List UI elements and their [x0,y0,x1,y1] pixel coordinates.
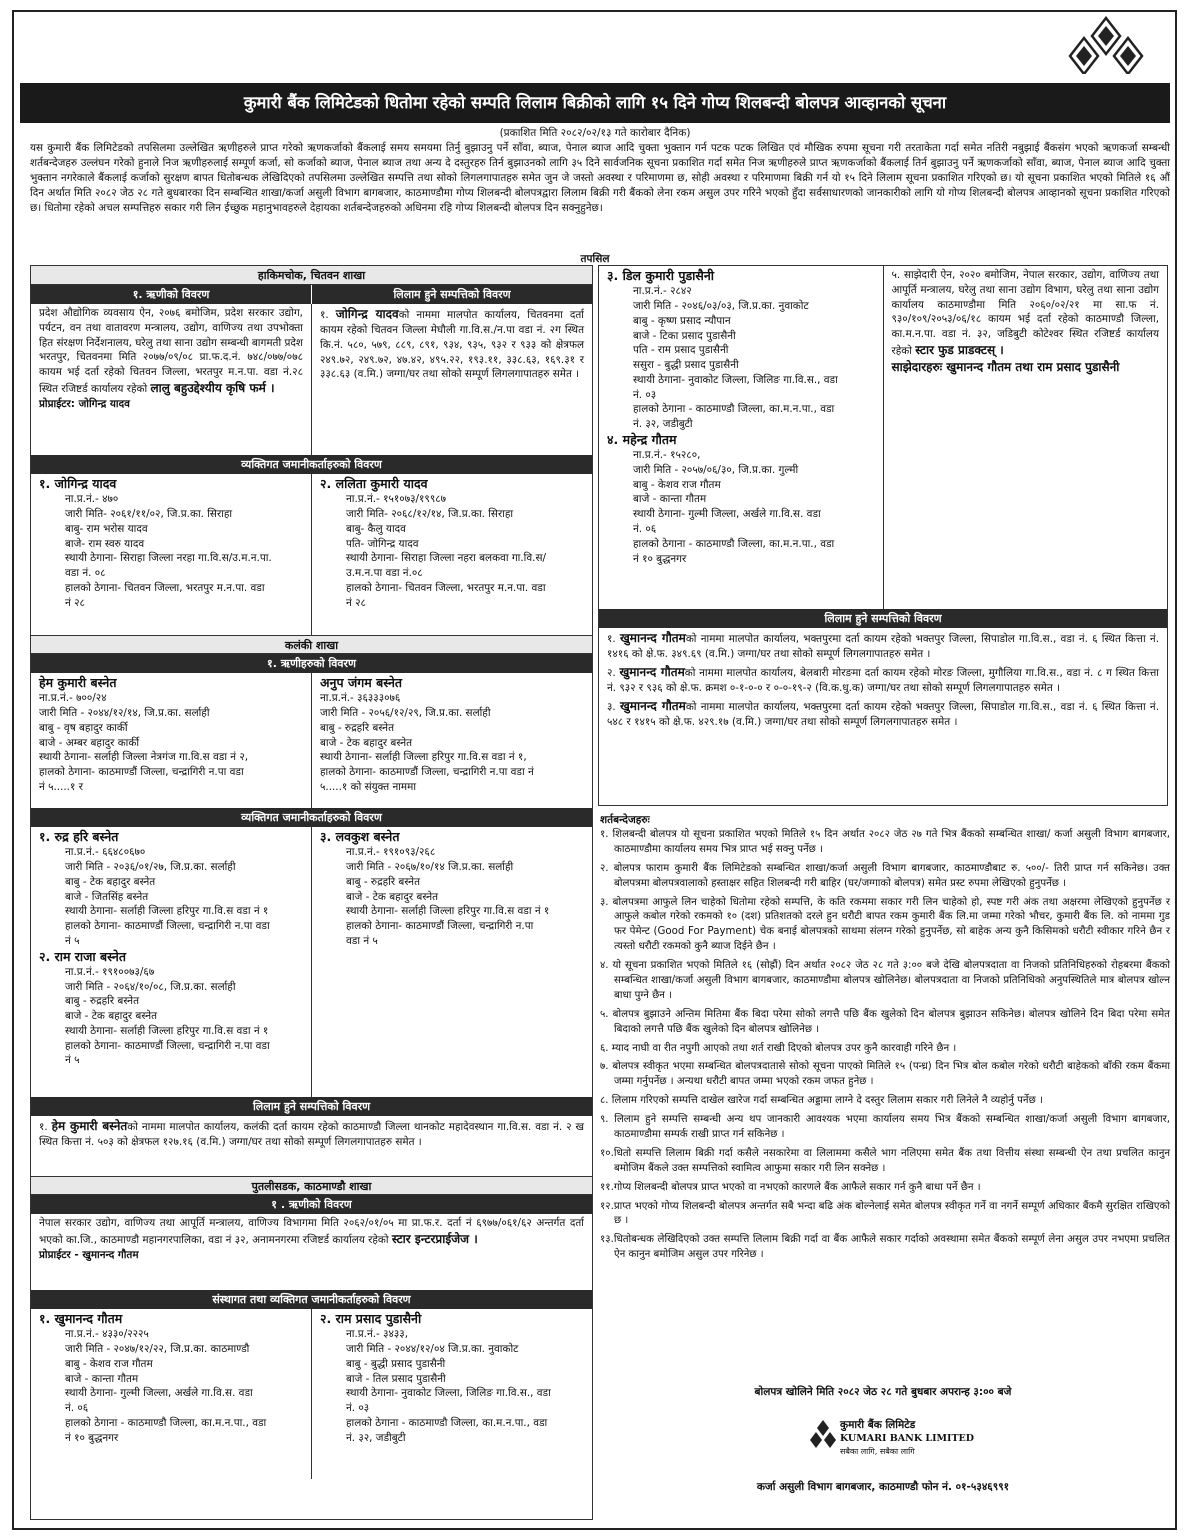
department-contact: कर्जा असुली विभाग बागबजार, काठमाण्डौ फोन नं. ०१-५३४६९९१ [756,1481,1010,1493]
section-heading: १ . ऋणीको विवरण [31,1195,592,1214]
term-item: ७. बोलपत्र स्वीकृत भएमा सम्बन्धित बोलपत्रदातासे सोको सूचना पाएको मितिले १५ (पन्ध्र) दिन भित्र बोल कबोल गरेको धरौटी बाहेकको बाँकी रकम बैंकमा जम्मा गर्नुपर्नेछ । अन्यथा धरौटी बापत जम्मा भएको रकम जफत हुनेछ । [600,1061,1170,1088]
section-heading: १. ऋणीको विवरण [31,285,311,304]
detail-line: ५.....१ को संयुक्त नाममा [320,780,417,793]
partnership-column [883,266,1168,609]
right-schedule-panel [598,265,1168,806]
detail-line: बाबु- कैलु यादव [346,522,406,535]
detail-line: बाबु - केशव राज गौतम [633,478,721,491]
property-item [607,698,1159,730]
guarantor-name: २. राम राजा बस्नेत [39,948,126,964]
proprietor: प्रोप्राईटर: जोगिन्द्र यादव [39,397,130,410]
guarantor-details [320,492,584,610]
notice-title-banner: कुमारी बैंक लिमिटेडको धितोमा रहेको सम्पति लिलाम बिक्रीको लागि १५ दिने गोप्य शिलबन्दी बोलपत्र आव्हानको सूचना [20,83,1170,123]
bank-logo-icon [808,1418,838,1458]
detail-line: हालको ठेगाना- काठमाण्डौं जिल्ला, चन्द्रागिरी न.पा वडा [39,766,244,779]
borrower-details [320,691,584,794]
term-item: ६. म्याद नाघी वा रीत नपुगी आएको तथा शर्त राखी दिएको बोलपत्र उपर कुनै कारवाही गरिने छैन । [600,1042,957,1054]
term-item: ५. बोलपत्र बुझाउने अन्तिम मितिमा बैंक बिदा परेमा सोको लगत्तै पछि बैंक खुलेको दिन बोलपत्र बुझाउन सकिनेछ। बोलपत्र खोलिने दिन बिदा परेमा समेत बिदाको लगत्तै पछि बैंक खुलेको दिन बोलपत्र खोलिनेछ । [600,1008,1170,1035]
guarantor-details [320,1327,584,1445]
detail-line: जारी मिति - २०४७/१२/२२, जि.प्र.का. काठमाण्डौ [65,1343,250,1356]
detail-line: हालको ठेगाना - काठमाण्डौ जिल्ला, का.म.न.पा., वडा [346,1416,548,1429]
borrower-description: नेपाल सरकार उद्योग, वाणिज्य तथा आपूर्ति मन्त्रालय, वाणिज्य विभागमा मिति २०६२/०१/०५ मा प्रा.फ.र. दर्ता नं ६९७७/०६१/६२ अन्तर्गत दर्ता भएको का.जि., काठमाण्डौ महानगरपालिका, वडा नं ३२, अनामनगरमा रजिष्टर्ड कार्यालय रहेको [39,1217,584,1246]
guarantor-name: १. जोगिन्द्र यादव [39,476,117,491]
detail-line: वडा नं ५ [346,934,378,947]
detail-line: नं २८ [346,596,366,609]
detail-line: हालको ठेगाना- काठमाण्डौं जिल्ला, चन्द्रागिरी न.पा वडा नं [320,766,534,779]
detail-line: हालको ठेगाना - काठमाण्डौ जिल्ला, का.म.न.पा., वडा [65,1416,267,1429]
left-schedule-panel [30,265,593,1520]
property-number: ३. [607,700,616,713]
property-description: को नाममा मालपोत कार्यालय, भक्तपुरमा दर्ता कायम रहेको भक्तपुर जिल्ला, सिपाडोल गा.वि.स., वडा नं. ६ स्थित कित्ता नं. १४१६ को क्षे.फ. ३४९.६९ (व.मि.) जग्गा/घर तथा सोको सम्पूर्ण लिगलगापातहरु समेत । [607,633,1159,661]
detail-line: ना.प्र.नं.- १९१००७३/६७ [65,965,155,978]
guarantor-name: ३. लवकुश बस्नेत [320,829,400,844]
detail-line: ना.प्र.नं.- ३४३३, [346,1328,409,1341]
detail-line: स्थायी ठेगाना- सिराहा जिल्ला नरहा गा.वि.स/उ.म.न.पा. [65,552,272,565]
detail-line: हालको ठेगाना- चितवन जिल्ला, भरतपुर म.न.पा. वडा [346,581,546,594]
guarantor-column [311,827,592,1097]
property-number: १. [320,309,329,321]
terms-list [600,828,1170,1267]
detail-line: नं २८ [65,596,85,609]
firm-name: लालु बहुउद्देश्यीय कृषि फर्म । [150,380,275,395]
detail-line: स्थायी ठेगाना- नुवाकोट जिल्ला, जिलिङ गा.वि.स., वडा [633,373,838,386]
detail-line: नं. ०३ [346,1402,370,1415]
detail-line: बाजे - कान्ता गौतम [633,493,707,506]
detail-line: स्थायी ठेगाना- सर्लाही जिल्ला हरिपुर गा.वि.स वडा नं १ [65,1024,269,1037]
guarantor-details [607,448,875,566]
property-description: को नाममा मालपोत कार्यालय, भक्तपुरमा दर्ता कायम रहेको भक्तपुर जिल्ला, सिपाडोल गा.वि.स., वडा नं. ६ स्थित कित्ता नं. ५४८ र १४१५ को क्षे.फ. ४२९.१७ (व.मि.) जग्गा/घर तथा सोको सम्पूर्ण लिगलगापातहरु समेत । [607,700,1159,728]
detail-line: बाजे - टेक बहादुर बस्नेत [65,1010,158,1023]
property-item [607,630,1159,662]
property-item [607,664,1159,696]
property-number: १. [39,1121,48,1133]
term-item: १३.धितोबन्धक लेखिदिएको उक्त सम्पत्ति लिलाम बिक्री गर्दा वा बैंक आफैले सकार गर्दाको अवस्थामा समेत बैंकको सम्पूर्ण लेना असुल उपर नभएमा प्रचलित ऐन कानुन बमोजिम असुल उपर गरिनेछ । [600,1234,1170,1261]
detail-line: जारी मिति - २०३६/०१/२७, जि.प्र.का. सर्लाही [65,861,236,874]
detail-line: पति - राम प्रसाद पुडासैनी [633,344,729,357]
detail-line: स्थायी ठेगाना- सर्लाही जिल्ला नेत्रगंज गा.वि.स वडा नं २, [39,751,249,764]
detail-line: स्थायी ठेगाना- नुवाकोट जिल्ला, जिलिङ गा.वि.स., वडा [346,1387,551,1400]
term-item: १. शिलबन्दी बोलपत्र यो सूचना प्रकाशित भएको मितिले १५ दिन अर्थात २०८२ जेठ २७ गते भित्र बैंकको सम्बन्धित शाखा/ कर्जा असुली विभाग बागबजार, काठमाण्डौमा कार्यालय समय भित्र प्राप्त भई सक्नु पर्नेछ । [600,829,1170,855]
property-description: को नाममा मालपोत कार्यालय, बेलबारी मोरङमा दर्ता कायम रहेको मोरङ जिल्ला, मुगौलिया गा.वि.स., वडा नं. ८ ग स्थित कित्ता नं. ९३२ र ९३६ को क्षे.फ. क्रमश ०-१-०-० र ०-०-१९-२ (वि.क.धु.क) जग्गा/घर तथा सोको सम्पूर्ण लिगलगापातहरु समेत । [607,666,1159,694]
borrower-block [31,1214,592,1290]
detail-line: जारी मिति - २०४४/१२/१४, जि.प्र.का. सर्लाही [39,707,210,720]
detail-line: बाबु - बुद्धी प्रसाद पुडासैनी [346,1357,446,1370]
detail-line: हालको ठेगाना - काठमाण्डौ जिल्ला, का.म.न.पा., वडा [633,403,835,416]
guarantor-details [320,845,584,948]
borrower-details [39,691,303,794]
section-heading: व्यक्तिगत जमानीकर्ताहरुको विवरण [31,808,592,827]
detail-line: स्थायी ठेगाना- सर्लाही जिल्ला हरिपुर गा.वि.स वडा नं १ [65,905,269,918]
detail-line: बाजे - टेक बहादुर बस्नेत [346,890,439,903]
detail-line: नं ५.....१ र [39,780,83,793]
detail-line: नं. ०३ [633,388,657,401]
detail-line: नं. ३२, जडीबुटी [633,418,693,431]
guarantor-details [39,965,303,1068]
property-block [31,1116,592,1176]
detail-line: हालको ठेगाना- काठमाण्डौं जिल्ला, चन्द्रागिरी न.पा [346,920,534,933]
detail-line: ससुरा - बुद्धी प्रसाद पुडासैनी [633,359,739,372]
detail-line: जारी मिति - २०४४/१२/०४ जि.प्र.का. नुवाकोट [346,1343,519,1356]
branch-heading: पुतलीसडक, काठमाण्डौ शाखा [31,1176,592,1195]
detail-line: स्थायी ठेगाना- गुल्मी जिल्ला, अर्खले गा.वि.स. वडा [633,508,821,521]
term-item: ८. लिलाम गरिएको सम्पत्ति दाखेल खारेज गर्दा सम्बन्धित अड्डामा लाग्ने दे दस्तुर लिलाम सकार गरी लिनेले नै व्यहोर्नु पर्नेछ । [600,1095,1043,1107]
detail-line: बाजे - अम्बर बहादुर कार्की [39,736,140,749]
branch-heading: कलंकी शाखा [31,635,592,654]
detail-line: पति- जोगिन्द्र यादव [346,537,419,550]
guarantor-column [31,827,311,1097]
guarantor-name: २. ललिता कुमारी यादव [320,476,428,491]
detail-line: हालको ठेगाना- काठमाण्डौं जिल्ला, चन्द्रागिरी न.पा वडा [65,920,270,933]
detail-line: बाबु- राम भरोस यादव [65,522,148,535]
detail-line: स्थायी ठेगाना- सर्लाही जिल्ला हरिपुर गा.वि.स वडा नं १, [320,751,527,764]
property-description: को नाममा मालपोत कार्यालय, कलंकी दर्ता कायम रहेको काठमाण्डौ जिल्ला थानकोट महादेवस्थान गा.वि.स. वडा नं. २ ख स्थित कित्ता नं. ५०३ को क्षेत्रफल १२७.१६ (व.मि.) जग्गा/घर तथा सोको सम्पूर्ण लिगलगापातहरु समेत । [39,1121,584,1149]
partners: साझेदारहरुः खुमानन्द गौतम तथा राम प्रसाद पुडासैनी [891,359,1120,374]
detail-line: वडा नं. ०८ [65,567,106,580]
guarantor-card [311,1309,592,1479]
detail-line: ना.प्र.नं.- १५२८०, [633,449,701,462]
guarantor-card [31,1309,311,1479]
borrower-description: प्रदेश औद्योगिक व्यवसाय ऐन, २०७६ बमोजिम, प्रदेश सरकार उद्योग, पर्यटन, वन तथा वातावरण मन्त्रालय, उद्योग, वाणिज्य तथा उपभोक्ता हित संरक्षण निर्देशनालय, घरेलु तथा साना उद्योग सम्बन्धी बागमती प्रदेश भरतपुर, चितवनमा मिति २०७७/०९/०८ प्रा.फ.द.नं. ७४८/०७७/०७८ कायम भई दर्ता रहेको चितवन जिल्ला, भरतपुर म.न.पा. वडा नं.२८ स्थित रजिष्टर्ड कार्यालय रहेको [39,307,303,395]
detail-line: बाबु - केशव राज गौतम [65,1357,153,1370]
borrower-name: अनुप जंगम बस्नेत [320,675,403,690]
detail-line: ना.प्र.नं.- ३६३३३०७६ [320,692,401,705]
detail-line: हालको ठेगाना- चितवन जिल्ला, भरतपुर म.न.पा. वडा [65,581,265,594]
detail-line: स्थायी ठेगाना- सिराहा जिल्ला नहरा बलकवा गा.वि.स/ [346,552,546,565]
detail-line: नं. ०६ [633,522,657,535]
detail-line: बाबु - रुद्रहरि बस्नेत [346,875,420,888]
published-date: (प्रकाशित मिति २०८२/०२/१३ गते कारोबार दैनिक) [499,127,691,139]
detail-line: नं ५ [65,1054,80,1067]
detail-line: स्थायी ठेगाना- सर्लाही जिल्ला हरिपुर गा.वि.स वडा नं १ [346,905,550,918]
guarantor-name: २. राम प्रसाद पुडासैनी [320,1311,422,1326]
property-owner: हेम कुमारी बस्नेत [51,1119,128,1133]
section-heading: १. ऋणीहरुको विवरण [31,654,592,673]
section-heading: लिलाम हुने सम्पत्तिको विवरण [599,609,1167,628]
property-number: १. [607,633,616,645]
property-description: को नाममा मालपोत कार्यालय, चितवनमा दर्ता कायम रहेको चितवन जिल्ला मेघौली गा.वि.स./न.पा वडा नं. २ग स्थित कि.नं. ५८०, ५७९, ८८९, ८९१, ९३४, ९३५, ९३२ र ९३३ को क्षेत्रफल २४९.७२, २४९.७२, ४७.४२, ४९५.२२, १९३.११, ३३८.६३, १६९.३१ र ३३८.६३ (व.मि.) जग्गा/घर तथा सोको सम्पूर्ण लिगलगापातहरु समेत । [320,309,584,381]
diamond-logo-icon [1056,16,1156,74]
intro-paragraph: यस कुमारी बैंक लिमिटेडको तपसिलमा उल्लेखित ऋणीहरुले प्राप्त गरेको ऋणकर्जाको बैंकलाई समय समयमा तिर्नु बुझाउनु पर्ने साँवा, ब्याज, पेनाल ब्याज आदि चुक्ता भुक्तान गर्न पटक पटक लिखित एवं मौखिक रुपमा सूचना गरी तरताकेता गर्दा समेत नतिरी नबुझाई बैंकसंग भएको ऋणकर्जा सम्बन्धी शर्तबन्देजहरु उल्लंघन गरेको हुनाले निज ऋणीहरुलाई सम्पूर्ण कर्जा, सो कर्जाको ब्याज, पेनाल ब्याज तथा अन्य दे दस्तुरहरु तिर्न बुझाउनको लागि ३५ दिने सार्वजनिक सूचना प्रकाशित गर्दा समेत निज ऋणीहरुले प्राप्त ऋणकर्जाको बैंकलाई तिर्न बुझाउनु पर्ने ऋणकर्जाको साँवा, ब्याज, पेनाल ब्याज आदि चुक्ता भुक्तान नगरेकाले बैंकलाई कर्जाको सुरक्षण बापत धितोबन्धक लेखिदिएको तपसिलमा उल्लेखित सम्पत्ति तथा सोको लिगलगापातहरु समेत जुन जे जस्तो अवस्था र परिमाणमा छ, सोही अवस्था र परिमाणमा बिक्री गर्न यो १५ दिने लिलाम सूचना प्रकाशित गरिएको छ। यो सूचना प्रकाशित भएको मितिले १६ औं दिन अर्थात मिति २०८२ जेठ २८ गते बुधबारका दिन सम्बन्धित शाखा/कर्जा असुली विभाग बागबजार, काठमाण्डौमा गोप्य शिलबन्दी बोलपत्रद्वारा लिलाम बिक्री गरी बैंकको लेना रकम असुल उपर गरिने भएको हुँदा सर्वसाधारणको जानकारीको लागि यो गोप्य शिलबन्दी बोलपत्र आव्हानको सूचना प्रकाशित गरिएको छ। धितोमा रहेको अचल सम्पत्तिहरु सकार गरी लिन ईच्छुक महानुभावहरुले देहायका शर्तबन्देजहरुको अधिनमा रहि गोप्य शिलबन्दी बोलपत्र दिन सक्नुहुनेछ। [30,142,1170,214]
firm-name: स्टार इन्टरप्राईजेज । [391,1231,478,1246]
borrower-name: हेम कुमारी बस्नेत [39,675,117,690]
detail-line: ना.प्र.नं.- ४७० [65,493,119,506]
detail-line: जारी मिति - २०४६/०३/०३, जि.प्र.का. नुवाकोट [633,300,809,313]
terms-heading: शर्तबन्देजहरुः [600,814,650,826]
borrower-card [311,673,592,808]
detail-line: ना.प्र.नं.- २८४२ [633,285,692,298]
guarantor-details [607,284,875,432]
section-heading: व्यक्तिगत जमानीकर्ताहरुको विवरण [31,455,592,474]
detail-line: हालको ठेगाना- काठमाण्डौं जिल्ला, चन्द्रागिरी न.पा वडा [65,1039,270,1052]
detail-line: जारी मिति - २०६४/१०/०८, जि.प्र.का. सर्लाही [65,980,236,993]
borrower-card [31,673,311,808]
detail-line: ना.प्र.नं.- १५१०७३/१९९८७ [346,493,447,506]
guarantor-name: १. खुमानन्द गौतम [39,1311,123,1326]
property-owner: खुमानन्द गौतम [619,664,685,679]
detail-line: नं १० बुद्धनगर [65,1431,119,1444]
detail-line: जारी मिति - २०६७/१०/१४ जि.प्र.का. सर्लाही [346,861,514,874]
guarantor-details [39,1327,303,1445]
detail-line: ना.प्र.नं.- ४३३०/२२२५ [65,1328,149,1341]
property-owner: खुमानन्द गौतम [619,631,686,645]
guarantor-details [39,492,303,610]
section-heading: संस्थागत तथा व्यक्तिगत जमानीकर्ताहरुको विवरण [31,1290,592,1309]
term-item: १०.धितो सम्पत्ति लिलाम बिक्री गर्दा कसैले नसकारेमा वा लिलाममा कसैले भाग नलिएमा समेत बैंक तथा वित्तीय संस्था सम्बन्धी ऐन तथा प्रचलित कानुन बमोजिम बैंकले उक्त सम्पत्तिको स्वामित्व आफुमा सकार गरी लिन सक्नेछ । [600,1147,1170,1174]
term-item: २. बोलपत्र फाराम कुमारी बैंक लिमिटेडको सम्बन्धित शाखा/कर्जा असुली विभाग बागबजार, काठमाण्डौबाट रु. ५००/- तिरी प्राप्त गर्न सकिनेछ। उक्त बोलपत्रमा बोलपत्रवालाको हस्ताक्षर सहित शिलबन्दी गरी बाहिर (घर/जग्गाको बोलपत्र) समेत प्रस्ट रुपमा लेखिएको हुनुपर्नेछ । [600,862,1170,889]
detail-line: बाजे - जितसिंह बस्नेत [65,890,149,903]
detail-line: जारी मिति - २०५७/०६/३०, जि.प्र.का. गुल्मी [633,463,799,476]
detail-line: हालको ठेगाना - काठमाण्डौ जिल्ला, का.म.न.पा., वडा [633,537,835,550]
detail-line: जारी मिति- २०६८/१२/१४, जि.प्र.का. सिराहा [346,508,514,521]
bank-name-english: KUMARI BANK LIMITED [840,1433,975,1444]
detail-line: नं. ३२, जडीबुटी [346,1431,406,1444]
detail-line: बाजे- राम स्वरु यादव [65,537,145,550]
detail-line: बाजे - तिल प्रसाद पुडासैनी [346,1372,446,1385]
detail-line: बाबु - रुद्रहरि बस्नेत [65,995,139,1008]
detail-line: जारी मिति - २०५६/१२/२९, जि.प्र.का. सर्लाही [320,707,491,720]
partnership-description: ५. साझेदारी ऐन, २०२० बमोजिम, नेपाल सरकार, उद्योग, वाणिज्य तथा आपूर्ति मन्त्रालय, घरेलु तथा साना उद्योग विभाग, घरेलु तथा साना उद्योग कार्यालय काठमाण्डौमा मिति २०६०/०२/२१ मा सा.फ नं. ९३०/१०९/२०५३/०६/१८ कायम भई दर्ता रहेको काठमाण्डौ जिल्ला, का.म.न.पा. वडा नं. ३२, जडिबुटी कोटेश्वर स्थित रजिष्टर्ड कार्यालय रहेको [891,269,1159,357]
section-heading: लिलाम हुने सम्पत्तिको विवरण [311,285,592,304]
firm-name: स्टार फुड प्राडक्टस् । [915,342,1004,357]
branch-heading: हाकिमचोक, चितवन शाखा [31,266,592,285]
detail-line: ना.प्र.नं.- ७००/२४ [39,692,107,705]
detail-line: जारी मिति- २०६१/११/०२, जि.प्र.का. सिराहा [65,508,233,521]
detail-line: ना.प्र.नं.- १९१०९३/२६८ [346,846,436,859]
guarantor-column [599,266,883,609]
detail-line: ना.प्र.नं.- ६६४८०६७० [65,846,146,859]
section-heading: लिलाम हुने सम्पत्तिको विवरण [31,1097,592,1116]
guarantor-card [31,474,311,635]
detail-line: बाजे - टिका प्रसाद पुडासैनी [633,329,736,342]
detail-line: बाबु - वृष बहादुर कार्की [39,721,128,734]
detail-line: बाजे - कान्ता गौतम [65,1372,139,1385]
term-item: ३. बोलपत्रमा आफुले लिन चाहेको धितोमा रहेको सम्पत्ति, के कति रकममा सकार गरी लिन चाहेको हो, स्पष्ट गरी अंक तथा अक्षरमा लेखिएको हुनुपर्नेछ र आफुले कबोल गरेको रकमको १० (दश) प्रतिशतको दरले हुन धरौटी बापत रकम कुमारी बैंक लि.मा जम्मा गरेको भौचर, कुमारी बैंक लि. को नाममा गुड फर पेमेन्ट (Good For Payment) चेक बनाई बोलपत्रको साथमा संलग्न गरेको हुनुपर्नेछ, सो बाहेक अन्य कुनै किसिमको धरौटी स्वीकार गरिने छैन र त्यस्तो धरौटी रकमको कुनै ब्याज दिईने छैन । [600,896,1170,953]
detail-line: नं १० बुद्धनगर [633,552,687,565]
proprietor: प्रोप्राईटर - खुमानन्द गौतम [39,1248,139,1261]
bank-name-nepali: कुमारी बैंक लिमिटेड [840,1419,916,1431]
guarantor-name: ३. डिल कुमारी पुडासैनी [607,268,715,283]
detail-line: बाजे - टेक बहादुर बस्नेत [320,736,413,749]
property-list [599,628,1167,733]
property-owner: खुमानन्द गौतम [619,698,686,713]
guarantor-name: १. रुद्र हरि बस्नेत [39,829,119,844]
property-owner: जोगिन्द्र यादव [335,307,399,321]
schedule-heading: तपसिल [580,253,610,265]
detail-line: उ.म.न.पा वडा नं.०८ [346,567,423,580]
opening-date: बोलपत्र खोलिने मिति २०८२ जेठ २८ गते बुधबार अपरान्ह ३:०० बजे [754,1386,1012,1398]
guarantor-details [39,845,303,948]
bank-tagline: सबैका लागि, सबैका लागि [840,1447,915,1456]
term-item: ४. यो सूचना प्रकाशित भएको मितिले १६ (सोह्रौं) दिन अर्थात २०८२ जेठ २८ गते ३:०० बजे देखि बोलपत्रदाता वा निजको प्रतिनिधिहरुको रोहबरमा बैंकको सम्बन्धित शाखा/कर्जा असुली विभाग बागबजार, काठमाण्डौमा बोलपत्र खोलिनेछ। बोलपत्रदाता वा निजको प्रतिनिधिको अनुपस्थितिले मात्र बोलपत्र खोल्न बाधा पुग्ने छैन । [600,960,1170,1001]
detail-line: नं ५ [65,934,80,947]
property-number: २. [607,666,616,679]
term-item: ९. लिलाम हुने सम्पत्ति सम्बन्धी अन्य थप जानकारी आवश्यक भएमा कार्यालय समय भित्र बैंकको सम्बन्धित शाखा/कर्जा असुली विभाग बागबजार, काठमाण्डौमा सम्पर्क राखी प्राप्त गर्न सकिनेछ । [600,1114,1170,1141]
term-item: १२.प्राप्त भएको गोप्य शिलबन्दी बोलपत्र अन्तर्गत सबै भन्दा बढि अंक बोल्नेलाई समेत बोलपत्र स्वीकृत गर्ने वा नगर्ने सम्पूर्ण अधिकार बैंकमै सुरक्षित राखिएको छ । [600,1200,1170,1227]
detail-line: बाबु - कृष्ण प्रसाद न्यौपान [633,314,731,327]
guarantor-name: ४. महेन्द्र गौतम [607,431,677,447]
term-item: ११.गोप्य शिलबन्दी बोलपत्र प्राप्त भएको वा नभएको कारणले बैंक आफैले सकार गर्न कुनै बाधा पर्ने छैन । [600,1181,981,1193]
guarantor-card [311,474,592,635]
detail-line: बाबु - टेक बहादुर बस्नेत [65,875,156,888]
detail-line: स्थायी ठेगाना- गुल्मी जिल्ला, अर्खले गा.वि.स. वडा [65,1387,253,1400]
detail-line: बाबु - रुद्रहरि बस्नेत [320,721,394,734]
detail-line: नं. ०६ [65,1402,89,1415]
